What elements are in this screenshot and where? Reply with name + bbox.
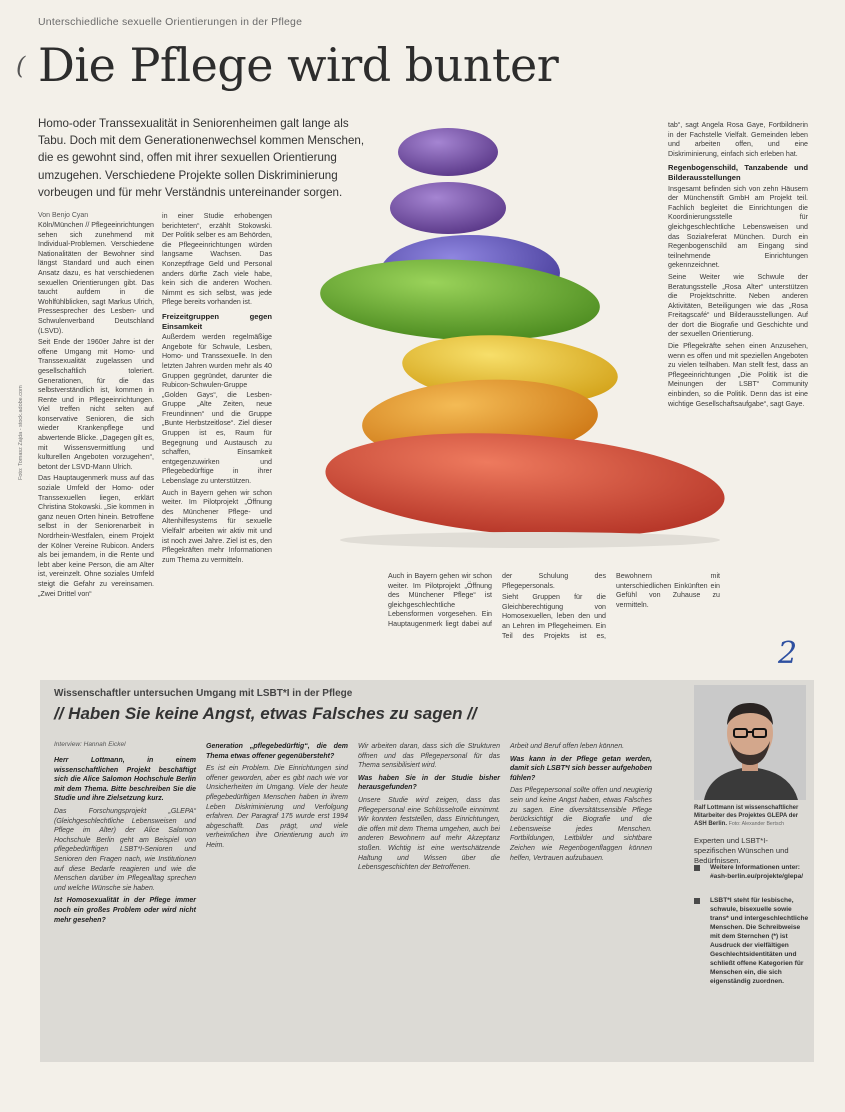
interview-column-2 (206, 742, 348, 1056)
green-stone (318, 253, 602, 348)
article-column-3 (388, 572, 720, 642)
subheading: Regenbogenschild, Tanzabende und Bilderausstellungen (668, 163, 808, 182)
question: Herr Lottmann, in einem wissenschaftlichen Projekt beschäftigt sich die Alice Salomon Hochschule Berlin mit dem Thema. Bitte beschreiben Sie die Studie und ihre Zielsetzung kurz. (54, 757, 196, 803)
answer: Wir arbeiten daran, dass sich die Strukturen öffnen und das Pflegepersonal für das Thema sensibilisiert wird. (358, 743, 500, 770)
interview-column-3 (358, 742, 500, 1056)
portrait-caption (694, 804, 809, 828)
caption-text: Ralf Lottmann ist wissenschaftlicher Mitarbeiter des Projektes GLEPA der ASH Berlin. (694, 805, 799, 827)
question: Was haben Sie in der Studie bisher herausgefunden? (358, 774, 500, 792)
subheading: Freizeitgruppen gegen Einsamkeit (162, 311, 272, 331)
margin-hand-mark: ( (16, 52, 26, 80)
article-column-1 (38, 221, 154, 655)
bullet-item (694, 863, 809, 881)
kicker: Unterschiedliche sexuelle Orientierungen in der Pflege (38, 16, 303, 28)
answer: Es ist ein Problem. Die Einrichtungen sind offener geworden, aber es gibt nach wie vor Unsicherheiten im Umgang. Viele der heute pflegebedürftigen Menschen haben in ihrem Leben Diskriminierung und Verfolgung erfahren. Der Paragraf 175 wurde erst 1994 abgeschafft. Das prägt, und viele verheimlichen ihre Orientierung auch im Heim. (206, 765, 348, 849)
byline: Von Benjo Cyan (38, 212, 89, 219)
headline: Die Pflege wird bunter (38, 38, 559, 92)
question: Was kann in der Pflege getan werden, damit sich LSBT*I sich besser aufgehoben fühlen? (510, 755, 652, 782)
bullet-item (694, 896, 809, 986)
caption-credit: Foto: Alexander Bertsch (728, 821, 785, 827)
portrait-illustration (694, 685, 806, 800)
bullet-square-icon (694, 898, 700, 904)
interview-column-1 (54, 756, 196, 1056)
paragraph: Seit Ende der 1960er Jahre ist der offene Umgang mit Homo- und Transsexualität zugelassen und gesellschaftlich toleriert. Generationen, für die das selbstverständlich ist, kommen in Rente und in Pflegeeinrichtungen. Viel treffen nicht selten auf konservative Senioren, die sich wieder Krankenpflege und abwertende Blicke. „Dagegen gilt es, mit Wissensvermittlung und kulturellen Angeboten vorzugehen“, betont der LSVD-Mann Ulrich. (38, 338, 154, 471)
box-title: // Haben Sie keine Angst, etwas Falsches zu sagen // (54, 704, 477, 723)
paragraph: Das Hauptaugenmerk muss auf das soziale Umfeld der Homo- oder Transsexuellen liegen, erklärt Christina Stokowski. „Sie kommen in ganz neuen Orten hinein. Betroffene selbst in der Seniorenarbeit in Nordrhein-Westfalen, einem Projekt der Kölner Vereine Rubicon. Anders als bei jemandem, in die Rente und lebt aber keine Person, die am Alter ist, vereinzelt. Ohne soziales Umfeld steigt die Gefahr zu vereinsamen. „Zwei Drittel von“ (38, 474, 154, 598)
article-column-2 (162, 212, 272, 655)
paragraph: in einer Studie erhobengen berichteten“, erzählt Stokowski. Der Politik selber es am Behörden, die Pflegeeinrichtungen würden langsame Wachsen. Das Konzeptfrage Geld und Personal anders dürfte Zach viele habe, kein sich die anderen Wochen. Nimmt es sich selbst, was jede Pflege bereits vorhanden ist. (162, 212, 272, 307)
paragraph: Auch in Bayern gehen wir schon weiter. Im Pilotprojekt „Öffnung des Münchener Pflege- und Altenhilfesystems für sexuelle Vielfalt“ arbeiten wir aktiv mit und ist noch zwei Jahre. Ziel ist es, den Pflegekräften mehr Informationen zum Thema zu vermitteln. (162, 488, 273, 564)
question: Ist Homosexualität in der Pflege immer noch ein großes Problem oder wird nicht mehr gesehen? (54, 897, 196, 924)
paragraph: Die Pflegekräfte sehen einen Anzusehen, wenn es offen und mit speziellen Angeboten zu vielen teilhaben. Man stellt fest, dass an Pflegeeinrichtungen „Die Politik ist die Meinungen der LSBT“ Community einbinden, so die Politik. Denn das ist eine wichtige Gesellschaftsaufgabe“, sagt Gaye. (668, 342, 808, 408)
bullet-text: LSBT*I steht für lesbische, schwule, bisexuelle sowie trans* und intergeschlechtliche Menschen. Die Schreibweise mit dem Sternchen (*) ist Ausdruck der vielfältigen Geschlechtsidentitäten und schließt offene Kategorien für Menschen ein, die sich eigenständig zuordnen. (710, 897, 809, 985)
photo-credit: Foto: Tomasz Zajda - stock.adobe.com (18, 385, 24, 480)
answer: Das Pflegepersonal sollte offen und neugierig sein und keine Angst haben, etwas Falsches zu sagen. Eine diversitätssensible Pflege berücksichtigt die Biografie und die Lebensweise jedes Menschen. Fortbildungen, Leitbilder und sichtbare Zeichen wie Regenbogenflaggen können helfen, Vertrauen aufzubauen. (510, 787, 652, 862)
side-intro: Experten und LSBT*I-spezifischen Wünschen und Bedürfnissen. (694, 836, 789, 865)
article-column-4 (668, 121, 808, 641)
paragraph: Seine Weiter wie Schwule der Beratungsstelle „Rosa Alter“ unterstützen die Projektschritte. Neben anderen Aktivitäten, Beteiligungen wie das „Rosa Freitagscafé“ und Bilderausstellungen. Auf der dort die Biografie und Geschichte und der sexuellen Orientierung. (668, 272, 808, 339)
paragraph: tab“, sagt Angela Rosa Gaye, Fortbildnerin in der Fachstelle Vielfalt. Gemeinden leben und arbeiten offen, und eine Diskriminierung, einfach sich erleben hat. (668, 121, 808, 158)
answer: Unsere Studie wird zeigen, dass das Pflegepersonal eine Schlüsselrolle einnimmt. Wir konnten feststellen, dass Einrichtungen, die offen mit dem Thema umgehen, auch bei anderen Bewohnern auf mehr Akzeptanz stoßen. Wichtig ist eine wertschätzende Haltung und Wissen über die Lebensgeschichten der Betroffenen. (358, 796, 500, 872)
paragraph: Insgesamt befinden sich von zehn Häusern der Münchenstift GmbH am Projekt teil. Fachlich begleitet die Einrichtungen die Koordinierungsstelle für gleichgeschlechtliche Lebensweisen und das Sozialreferat München. Durch ein Regenbogenschild am Eingang sind teilnehmende Einrichtungen gekennzeichnet. (668, 184, 808, 270)
bullet-text: Weitere Informationen unter: #ash-berlin.eu/projekte/glepa/ (710, 864, 804, 880)
purple-stone-top (398, 128, 498, 176)
box-author: Interview: Hannah Eickel (54, 741, 126, 748)
lead-paragraph: Homo-oder Transsexualität in Seniorenheimen galt lange als Tabu. Doch mit dem Generationenwechsel kommen Menschen, die es gewohnt sind, offen mit ihrer sexuellen Orientierung umzugehen. Verschiedene Projekte sollen Diskriminierung vorbeugen und für mehr Verständnis untereinander sorgen. (38, 117, 365, 199)
bullet-square-icon (694, 865, 700, 871)
question: Generation „pflegebedürftig“, die dem Thema etwas offener gegenübersteht? (206, 743, 348, 760)
paragraph: Sieht Gruppen für die Gleichberechtigung von Homosexuellen, leben den und an Lehren im Pflegeheimen. Ein Teil des Projekts ist es, Bewohnern mit unterschiedlichen Einkünften ein Gefühl von Zuhause zu vermitteln. (502, 572, 720, 640)
interview-column-4 (510, 742, 652, 1056)
answer: Das Forschungsprojekt „GLEPA“ (Gleichgeschlechtliche Lebensweisen und Pflege im Alter) der Alice Salomon Hochschule Berlin geht am Beispiel von pflegebedürftigen LSBT*I-Senioren und Senioren den Fragen nach, wie Institutionen auf diese Bedarfe reagieren und wie die Menschen darüber im Pflegealltag sprechen und welche Wünsche sie haben. (54, 807, 196, 892)
answer: Arbeit und Beruf offen leben können. (510, 743, 625, 750)
portrait-photo (694, 685, 806, 800)
box-kicker: Wissenschaftler untersuchen Umgang mit LSBT*I in der Pflege (54, 688, 353, 699)
paragraph: Auch in Bayern gehen wir schon weiter. Im Pilotprojekt „Öffnung des Münchener Pflege“ ist gleichgeschlechtliche Lebensformen vorgesehen. Ein Hauptaugenmerk liegt dabei auf der Schulung des Pflegepersonals. (388, 572, 606, 628)
stone-shadow (340, 532, 720, 548)
page-number-hand-mark: 2 (778, 636, 798, 671)
interview-box (40, 680, 814, 1062)
paragraph: Köln/München // Pflegeeinrichtungen sehen sich zunehmend mit Individual-Problemen. Verschiedene Nationalitäten der Bewohner sind längst Standard und auch einen Ansatz dazu, es hat verschiedenen sexuellen Orientierungen gibt. Das taucht aufdem in die Wohlfühlblicken, sagt Markus Ulrich, Pressesprecher des Lesben- und Schwulenverband Deutschland (LSVD). (38, 221, 154, 335)
purple-stone (390, 182, 506, 234)
paragraph: Außerdem werden regelmäßige Angebote für Schwule, Lesben, Homo- und Transsexuelle. In den letzten Jahren wurden mehr als 40 Gruppen gegründet, darunter die Rubicon-Schwulen-Gruppe „Golden Gays“, die Lesben-Gruppe „Alte Zeiten, neue Freundinnen“ und die Gruppe „Bunte Herbstzeitlose“. Ziel dieser Gruppen ist es, Raum für Begegnung und Austausch zu schaffen, Einsamkeit entgegenzuwirken und Pflegebedürftige in ihrer Lebenslage zu unterstützen. (162, 333, 272, 486)
